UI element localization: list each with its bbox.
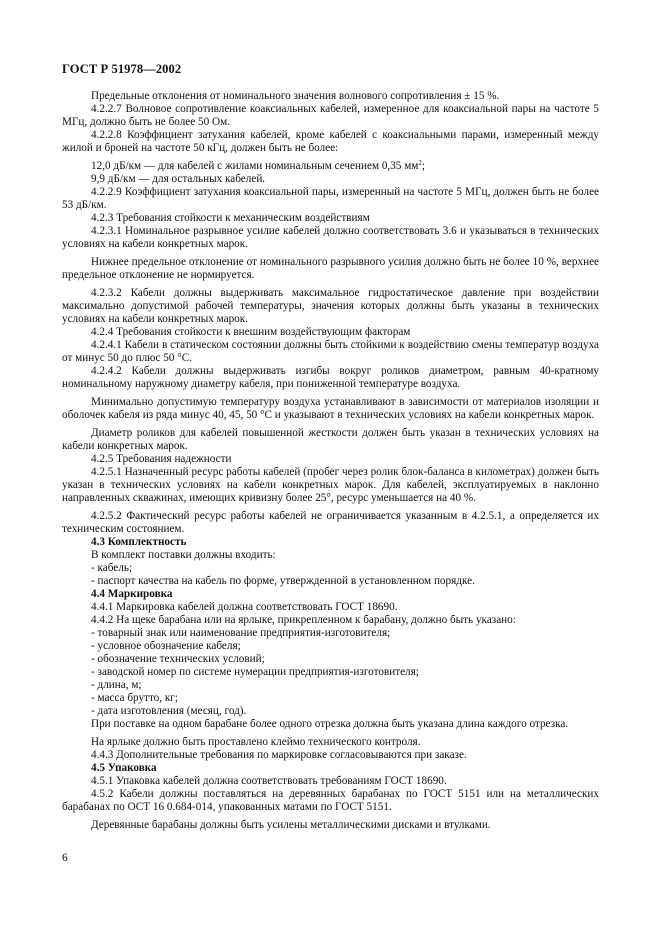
document-body (62, 90, 599, 832)
paragraph-attenuation-9-9: 9,9 дБ/км — для остальных кабелей. (91, 173, 266, 185)
list-item-passport: - паспорт качества на кабель по форме, утвержденной в установленном порядке. (91, 575, 475, 587)
document-header: ГОСТ Р 51978—2002 (62, 62, 182, 76)
paragraph-4-2-3: 4.2.3 Требования стойкости к механическим воздействиям (91, 212, 370, 224)
paragraph-min-temperature: Минимально допустимую температуру воздуха устанавливают в зависимости от материалов изоляции и оболочек кабеля из ряда минус 40, 45, 50 °С и указывают в технических условиях на кабели конкретных марок. (62, 396, 599, 421)
paragraph-wooden-drums: Деревянные барабаны должны быть усилены металлическими дисками и втулками. (91, 819, 491, 831)
paragraph-4-2-4: 4.2.4 Требования стойкости к внешним воздействующим факторам (91, 326, 411, 338)
paragraph-4-2-2-8: 4.2.2.8 Коэффициент затухания кабелей, кроме кабелей с коаксиальными парами, измеренный между жилой и броней на частоте 50 кГц, должен быть не более: (62, 129, 599, 154)
paragraph-4-2-3-1: 4.2.3.1 Номинальное разрывное усилие кабелей должно соответствовать 3.6 и указываться в технических условиях на кабели конкретных марок. (62, 225, 599, 250)
attenuation-12-text: 12,0 дБ/км — для кабелей с жилами номинальным сечением 0,35 мм (91, 160, 419, 172)
paragraph-roller-diameter: Диаметр роликов для кабелей повышенной жесткости должен быть указан в технических условиях на кабели конкретных марок. (62, 427, 599, 452)
paragraph-multiple-segments: При поставке на одном барабане более одного отрезка должна быть указана длина каждого отрезка. (91, 718, 569, 730)
paragraph-inspection-stamp: На ярлыке должно быть проставлено клеймо технического контроля. (91, 736, 421, 748)
paragraph-4-2-2-9: 4.2.2.9 Коэффициент затухания коаксиальной пары, измеренный на частоте 5 МГц, должен быть не более 53 дБ/км. (62, 186, 599, 211)
paragraph-4-4-3: 4.4.3 Дополнительные требования по маркировке согласовываются при заказе. (91, 749, 467, 761)
list-item-mass: - масса брутто, кг; (91, 692, 179, 704)
paragraph-4-4-1: 4.4.1 Маркировка кабелей должна соответствовать ГОСТ 18690. (91, 601, 398, 613)
paragraph-4-2-5: 4.2.5 Требования надежности (91, 453, 232, 465)
list-item-cable: - кабель; (91, 562, 133, 574)
paragraph-delivery-set: В комплект поставки должны входить: (91, 549, 276, 561)
paragraph-4-2-5-1: 4.2.5.1 Назначенный ресурс работы кабелей (пробег через ролик блок-баланса в километрах) должен быть указан в технических условиях на кабели конкретных марок. Для кабелей, эксплуатируемых в наклонно направленных скважинах, имеющих кривизну более 25°, ресурс уменьшается на 40 %. (62, 466, 599, 504)
superscript-2: 2 (418, 159, 422, 167)
paragraph-lower-tolerance: Нижнее предельное отклонение от номинального разрывного усилия должно быть не более 10 %, верхнее предельное отклонение не нормируется. (62, 256, 599, 281)
paragraph-4-2-2-7: 4.2.2.7 Волновое сопротивление коаксиальных кабелей, измеренное для коаксиальной пары на частоте 5 МГц, должно быть не более 50 Ом. (62, 103, 599, 128)
paragraph-4-5-1: 4.5.1 Упаковка кабелей должна соответствовать требованиям ГОСТ 18690. (91, 775, 447, 787)
paragraph-attenuation-12 (62, 160, 599, 173)
list-item-serial-number: - заводской номер по системе нумерации предприятия-изготовителя; (91, 666, 419, 678)
page-number: 6 (62, 852, 68, 864)
list-item-specs: - обозначение технических условий; (91, 653, 265, 665)
section-heading-4-4: 4.4 Маркировка (91, 588, 173, 600)
attenuation-12-suffix: ; (421, 160, 425, 172)
list-item-date: - дата изготовления (месяц, год). (91, 705, 247, 717)
paragraph-4-2-4-1: 4.2.4.1 Кабели в статическом состоянии должны быть стойкими к воздействию смены температур воздуха от минус 50 до плюс 50 °С. (62, 339, 599, 364)
list-item-length: - длина, м; (91, 679, 142, 691)
paragraph-4-2-5-2: 4.2.5.2 Фактический ресурс работы кабелей не ограничивается указанным в 4.2.5.1, а определяется их техническим состоянием. (62, 510, 599, 535)
paragraph-4-2-4-2: 4.2.4.2 Кабели должны выдерживать изгибы вокруг роликов диаметром, равным 40-кратному номинальному наружному диаметру кабеля, при пониженной температуре воздуха. (62, 365, 599, 390)
section-heading-4-5: 4.5 Упаковка (91, 762, 157, 774)
paragraph-tolerance: Предельные отклонения от номинального значения волнового сопротивления ± 15 %. (91, 90, 500, 102)
list-item-designation: - условное обозначение кабеля; (91, 640, 241, 652)
paragraph-4-2-3-2: 4.2.3.2 Кабели должны выдерживать максимальное гидростатическое давление при воздействии максимально допустимой рабочей температуры, значения которых должны быть указаны в технических условиях на кабели конкретных марок. (62, 287, 599, 325)
paragraph-4-5-2: 4.5.2 Кабели должны поставляться на деревянных барабанах по ГОСТ 5151 или на металлических барабанах по ОСТ 16 0.684-014, упакованных матами по ГОСТ 5151. (62, 788, 599, 813)
paragraph-4-4-2: 4.4.2 На щеке барабана или на ярлыке, прикрепленном к барабану, должно быть указано: (91, 614, 516, 626)
list-item-trademark: - товарный знак или наименование предприятия-изготовителя; (91, 627, 391, 639)
section-heading-4-3: 4.3 Комплектность (91, 536, 187, 548)
